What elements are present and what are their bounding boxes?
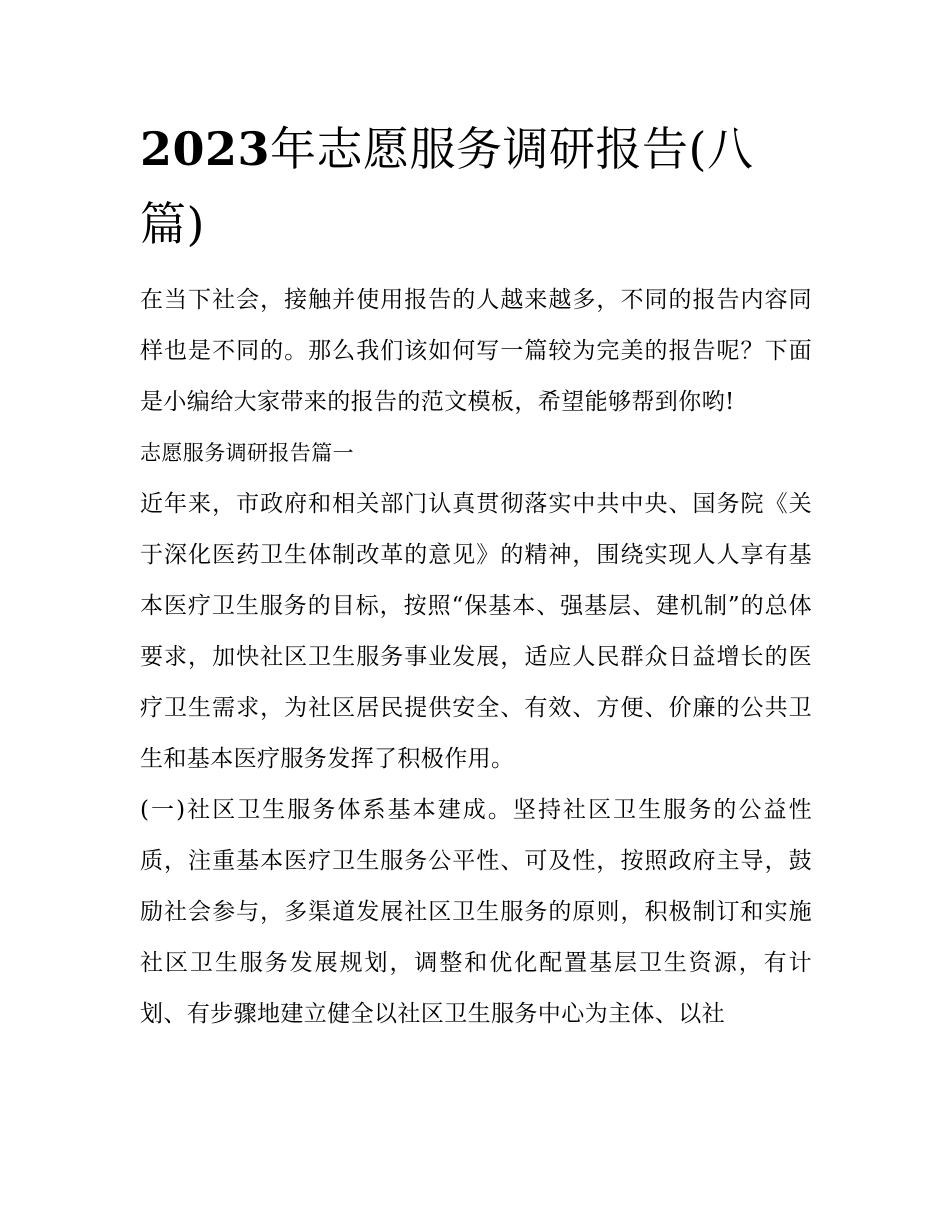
section-heading: 志愿服务调研报告篇一 bbox=[140, 441, 354, 465]
title-year: 2023 bbox=[140, 122, 271, 176]
body-paragraph-2: (一)社区卫生服务体系基本建成。坚持社区卫生服务的公益性质，注重基本医疗卫生服务公平性、可及性，按照政府主导，鼓励社会参与，多渠道发展社区卫生服务的原则，积极制订和实施社区卫生服务发展规划，调整和优化配置基层卫生资源，有计划、有步骤地建立健全以社区卫生服务中心为主体、以社 bbox=[140, 797, 812, 1027]
document-title bbox=[140, 112, 812, 262]
body-paragraph-1: 近年来，市政府和相关部门认真贯彻落实中共中央、国务院《关于深化医药卫生体制改革的意见》的精神，围绕实现人人享有基本医疗卫生服务的目标，按照“保基本、强基层、建机制”的总体要求，加快社区卫生服务事业发展，适应人民群众日益增长的医疗卫生需求，为社区居民提供安全、有效、方便、价廉的公共卫生和基本医疗服务发挥了积极作用。 bbox=[140, 491, 812, 772]
title-text: 年志愿服务调研报告(八篇) bbox=[140, 122, 754, 251]
intro-paragraph: 在当下社会，接触并使用报告的人越来越多，不同的报告内容同样也是不同的。那么我们该如何写一篇较为完美的报告呢？下面是小编给大家带来的报告的范文模板，希望能够帮到你哟! bbox=[140, 287, 812, 415]
document-body bbox=[140, 112, 812, 1040]
